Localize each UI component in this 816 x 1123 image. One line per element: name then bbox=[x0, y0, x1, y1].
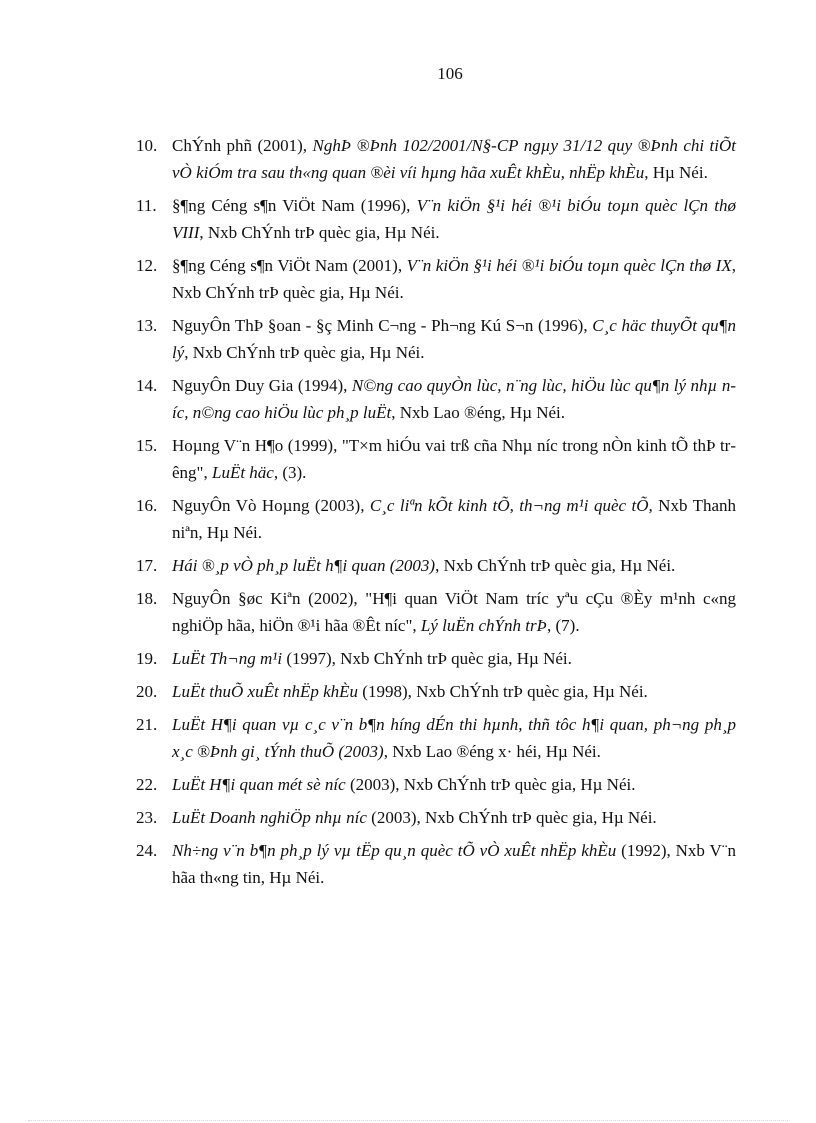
reference-text-segment: , Nxb ChÝnh trÞ quèc gia, Hµ Néi. bbox=[184, 343, 425, 362]
reference-title-italic: LuËt H¶i quan mét sè níc bbox=[172, 775, 346, 794]
reference-number: 15. bbox=[136, 436, 158, 455]
reference-number: 19. bbox=[136, 649, 158, 668]
reference-item bbox=[136, 585, 736, 639]
reference-number: 13. bbox=[136, 316, 158, 335]
reference-number: 23. bbox=[136, 808, 158, 827]
reference-text-segment: Nxb Thanh niªn, Hµ Néi. bbox=[172, 496, 736, 542]
reference-item bbox=[136, 252, 736, 306]
reference-number: 20. bbox=[136, 682, 158, 701]
reference-title-italic: N©ng cao quyÒn lùc, n¨ng lùc, hiÖu lùc qu¶n lý nhµ níc, n©ng cao hiÖu lùc ph¸p luËt bbox=[172, 376, 736, 422]
reference-text-segment: §¶ng Céng s¶n ViÖt Nam (2001), bbox=[172, 256, 407, 275]
reference-text bbox=[172, 804, 736, 831]
reference-text bbox=[172, 312, 736, 366]
page-number: 106 bbox=[437, 64, 463, 83]
reference-list bbox=[136, 132, 736, 897]
reference-text-segment: , Hµ Néi. bbox=[644, 163, 708, 182]
reference-text-segment: , Nxb ChÝnh trÞ quèc gia, Hµ Néi. bbox=[199, 223, 440, 242]
reference-title-italic: LuËt thuÕ xuÊt nhËp khÈu bbox=[172, 682, 359, 701]
reference-item bbox=[136, 132, 736, 186]
reference-item bbox=[136, 432, 736, 486]
reference-text-segment: (2003), Nxb ChÝnh trÞ quèc gia, Hµ Néi. bbox=[345, 775, 636, 794]
reference-title-italic: V¨n kiÖn §¹i héi ®¹i biÓu toµn quèc lÇn thø IX bbox=[406, 256, 732, 275]
reference-title-italic: C¸c häc thuyÕt qu¶n lý bbox=[172, 316, 736, 362]
reference-number: 10. bbox=[136, 136, 158, 155]
reference-number: 24. bbox=[136, 841, 158, 860]
reference-title-italic: V¨n kiÖn §¹i héi ®¹i biÓu toµn quèc lÇn thø VIII bbox=[172, 196, 736, 242]
reference-title-italic: C¸c liªn kÕt kinh tÕ, th¬ng m¹i quèc tÕ, bbox=[369, 496, 653, 515]
reference-number: 14. bbox=[136, 376, 158, 395]
reference-item bbox=[136, 372, 736, 426]
reference-text-segment: , Nxb ChÝnh trÞ quèc gia, Hµ Néi. bbox=[172, 256, 737, 302]
reference-text bbox=[172, 771, 736, 798]
reference-item bbox=[136, 804, 736, 831]
reference-text-segment: (2003), Nxb ChÝnh trÞ quèc gia, Hµ Néi. bbox=[366, 808, 657, 827]
reference-text-segment: NguyÔn §øc Kiªn (2002), "H¶i quan ViÖt Nam tríc yªu cÇu ®Èy m¹nh c«ng nghiÖp hãa, hiÖn ®¹i hãa ®Êt níc", bbox=[172, 589, 736, 635]
reference-text bbox=[172, 552, 736, 579]
reference-item bbox=[136, 492, 736, 546]
reference-text bbox=[172, 432, 736, 486]
reference-text-segment: , Nxb Lao ®éng x· héi, Hµ Néi. bbox=[383, 742, 601, 761]
reference-text bbox=[172, 678, 736, 705]
reference-text bbox=[172, 372, 736, 426]
reference-text bbox=[172, 837, 736, 891]
reference-number: 16. bbox=[136, 496, 158, 515]
reference-item bbox=[136, 312, 736, 366]
reference-number: 17. bbox=[136, 556, 158, 575]
reference-text-segment: NguyÔn ThÞ §oan - §ç Minh C¬ng - Ph¬ng Kú S¬n (1996), bbox=[172, 316, 593, 335]
reference-item bbox=[136, 678, 736, 705]
reference-number: 18. bbox=[136, 589, 158, 608]
reference-text bbox=[172, 585, 736, 639]
reference-item bbox=[136, 771, 736, 798]
reference-text-segment: (1992), Nxb V¨n hãa th«ng tin, Hµ Néi. bbox=[172, 841, 736, 887]
reference-text-segment: (1998), Nxb ChÝnh trÞ quèc gia, Hµ Néi. bbox=[358, 682, 648, 701]
reference-text bbox=[172, 711, 736, 765]
reference-text bbox=[172, 252, 736, 306]
reference-text-segment: ChÝnh phñ (2001), bbox=[172, 136, 313, 155]
reference-item bbox=[136, 711, 736, 765]
reference-title-italic: LuËt Th¬ng m¹i bbox=[172, 649, 283, 668]
reference-text bbox=[172, 645, 736, 672]
reference-text-segment: , (7). bbox=[547, 616, 580, 635]
reference-title-italic: LuËt häc bbox=[212, 463, 274, 482]
reference-item bbox=[136, 552, 736, 579]
page-bottom-divider bbox=[28, 1120, 788, 1121]
reference-title-italic: LuËt H¶i quan vµ c¸c v¨n b¶n híng dÉn thi hµnh, thñ tôc h¶i quan, ph¬ng ph¸p x¸c ®Þnh gi¸ tÝnh thuÕ (2003) bbox=[172, 715, 736, 761]
reference-title-italic: Lý luËn chÝnh trÞ bbox=[420, 616, 547, 635]
reference-text-segment: , (3). bbox=[273, 463, 307, 482]
reference-text-segment: Hoµng V¨n H¶o (1999), "T×m hiÓu vai trß cña Nhµ níc trong nÒn kinh tÕ thÞ trêng", bbox=[172, 436, 736, 482]
reference-text-segment: §¶ng Céng s¶n ViÖt Nam (1996), bbox=[172, 196, 417, 215]
reference-text-segment: NguyÔn Duy Gia (1994), bbox=[172, 376, 352, 395]
reference-item bbox=[136, 837, 736, 891]
reference-number: 12. bbox=[136, 256, 158, 275]
reference-title-italic: Nh÷ng v¨n b¶n ph¸p lý vµ tËp qu¸n quèc tÕ vÒ xuÊt nhËp khÈu bbox=[172, 841, 617, 860]
reference-text-segment: , Nxb ChÝnh trÞ quèc gia, Hµ Néi. bbox=[435, 556, 676, 575]
reference-number: 22. bbox=[136, 775, 158, 794]
reference-title-italic: Hái ®¸p vÒ ph¸p luËt h¶i quan (2003) bbox=[172, 556, 436, 575]
reference-text-segment: NguyÔn Vò Hoµng (2003), bbox=[172, 496, 370, 515]
reference-title-italic: NghÞ ®Þnh 102/2001/N§-CP ngµy 31/12 quy ®Þnh chi tiÕt vÒ kiÓm tra sau th«ng quan ®èi víi hµng hãa xuÊt khÈu, nhËp khÈu bbox=[172, 136, 736, 182]
reference-title-italic: LuËt Doanh nghiÖp nhµ níc bbox=[172, 808, 367, 827]
reference-text-segment: (1997), Nxb ChÝnh trÞ quèc gia, Hµ Néi. bbox=[282, 649, 572, 668]
reference-text bbox=[172, 132, 736, 186]
reference-number: 11. bbox=[136, 196, 157, 215]
reference-item bbox=[136, 645, 736, 672]
reference-item bbox=[136, 192, 736, 246]
reference-number: 21. bbox=[136, 715, 158, 734]
reference-text-segment: , Nxb Lao ®éng, Hµ Néi. bbox=[391, 403, 566, 422]
reference-text bbox=[172, 492, 736, 546]
reference-text bbox=[172, 192, 736, 246]
